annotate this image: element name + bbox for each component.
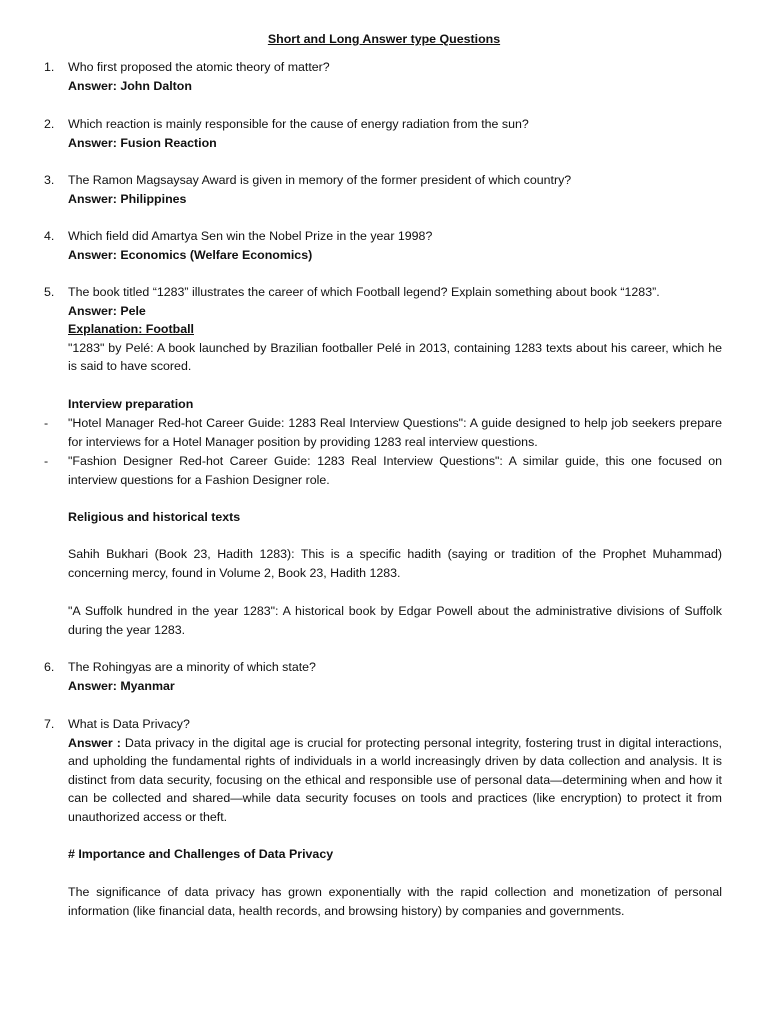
- data-privacy-answer: [68, 734, 722, 827]
- answer-text: Answer: Philippines: [68, 191, 187, 206]
- answer-text: Answer: John Dalton: [68, 78, 192, 93]
- answer-body: Data privacy in the digital age is crucial for protecting personal integrity, fostering trust in digital interactions, and upholding the fundamental rights of individuals in a world increasingly driven by data collection and analysis. It is distinct from data security, focusing on the ethical and responsible use of personal data—determining when and how it can be collected and shared—while data security focuses on tools and practices (like encryption) to protect it from unauthorized access or theft.: [68, 735, 722, 824]
- explanation-heading: Explanation: Football: [68, 322, 194, 337]
- page-title: Short and Long Answer type Questions: [267, 32, 501, 46]
- answer-text: Answer: Economics (Welfare Economics): [68, 247, 313, 262]
- question-text: What is Data Privacy?: [68, 717, 190, 731]
- religious-heading: Religious and historical texts: [68, 510, 241, 524]
- question-number: 1.: [44, 60, 55, 74]
- question-text: Who first proposed the atomic theory of matter?: [68, 60, 330, 74]
- question-text: Which field did Amartya Sen win the Nobel Prize in the year 1998?: [68, 229, 433, 243]
- bullet-item: "Hotel Manager Red-hot Career Guide: 1283 Real Interview Questions": A guide designed to help job seekers prepare for interviews for a Hotel Manager position by providing 1283 real interview questions.: [68, 416, 722, 449]
- answer-text: Answer: Myanmar: [68, 678, 175, 693]
- bullet-marker: -: [44, 454, 49, 468]
- explanation-text: "1283" by Pelé: A book launched by Brazilian footballer Pelé in 2013, containing 1283 texts about his career, which he is said to have scored.: [68, 340, 722, 374]
- question-text: The Ramon Magsaysay Award is given in memory of the former president of which country?: [68, 173, 572, 187]
- question-number: 7.: [44, 717, 55, 731]
- question-number: 6.: [44, 660, 55, 674]
- importance-heading: # Importance and Challenges of Data Privacy: [68, 847, 334, 861]
- bullet-marker: -: [44, 416, 49, 430]
- question-text: Which reaction is mainly responsible for the cause of energy radiation from the sun?: [68, 117, 529, 131]
- answer-text: Answer: Fusion Reaction: [68, 135, 217, 150]
- question-number: 2.: [44, 117, 55, 131]
- question-number: 3.: [44, 173, 55, 187]
- question-number: 5.: [44, 285, 55, 299]
- answer-text: Answer: Pele: [68, 303, 146, 318]
- significance-paragraph: The significance of data privacy has grown exponentially with the rapid collection and monetization of personal information (like financial data, health records, and browsing history) by companies and governments.: [68, 885, 722, 918]
- question-text: The Rohingyas are a minority of which state?: [68, 660, 316, 674]
- interview-heading: Interview preparation: [68, 397, 194, 411]
- question-text: The book titled “1283” illustrates the career of which Football legend? Explain something about book “1283”.: [68, 285, 660, 299]
- suffolk-paragraph: "A Suffolk hundred in the year 1283": A historical book by Edgar Powell about the administrative divisions of Suffolk during the year 1283.: [68, 604, 722, 637]
- sahih-paragraph: Sahih Bukhari (Book 23, Hadith 1283): This is a specific hadith (saying or tradition of the Prophet Muhammad) concerning mercy, found in Volume 2, Book 23, Hadith 1283.: [68, 547, 722, 580]
- answer-label: Answer :: [68, 735, 121, 750]
- question-number: 4.: [44, 229, 55, 243]
- bullet-item: "Fashion Designer Red-hot Career Guide: 1283 Real Interview Questions": A similar guide, this one focused on interview questions for a Fashion Designer role.: [68, 454, 722, 487]
